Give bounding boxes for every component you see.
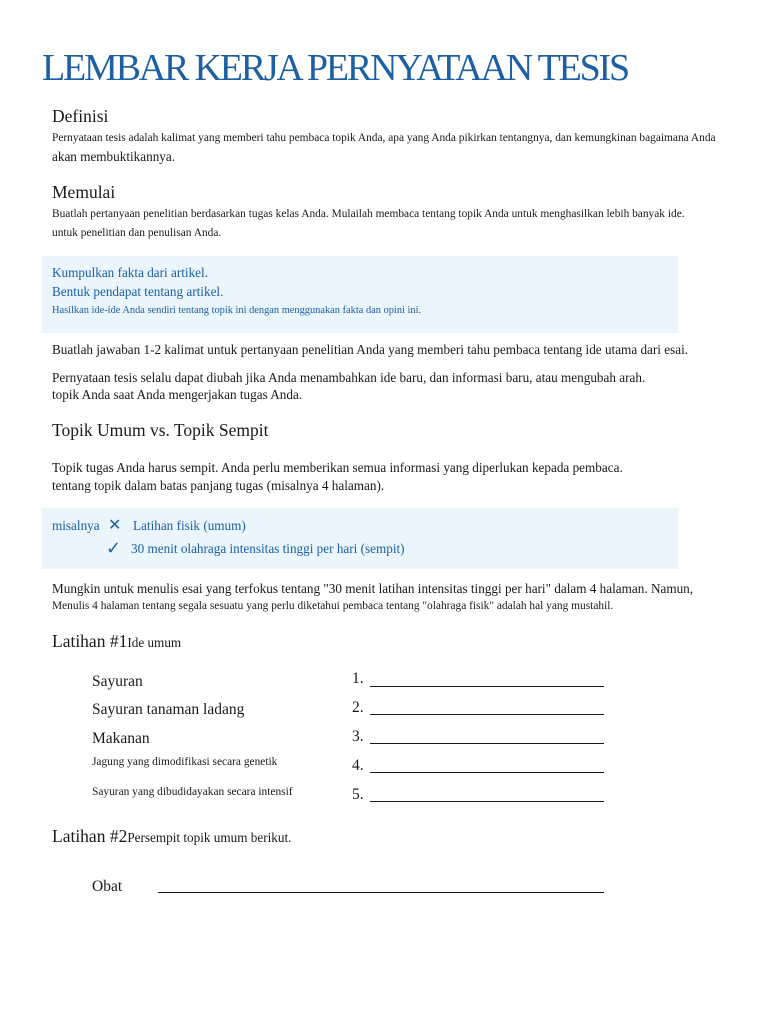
answer-line-1[interactable]	[370, 686, 604, 687]
latihan2-item: Obat	[92, 878, 123, 895]
checkmark-icon: ✓	[106, 538, 122, 559]
possible-text-1: Mungkin untuk menulis esai yang terfokus tentang "30 menit latihan intensitas tinggi per hari" dalam 4 halaman. Namun,	[52, 581, 694, 596]
topik-text-2: tentang topik dalam batas panjang tugas (misalnya 4 halaman).	[52, 478, 385, 493]
topik-heading: Topik Umum vs. Topik Sempit	[52, 420, 269, 440]
memulai-text-1: Buatlah pertanyaan penelitian berdasarkan tugas kelas Anda. Mulailah membaca tentang topik Anda untuk menghasilkan lebih banyak ide.	[52, 208, 685, 220]
possible-text-2: Menulis 4 halaman tentang segala sesuatu yang perlu diketahui pembaca tentang "olahraga fisik" adalah hal yang mustahil.	[52, 600, 614, 612]
latihan1-header	[52, 631, 181, 652]
definisi-heading: Definisi	[52, 106, 109, 126]
latihan1-item-2: Sayuran tanaman ladang	[92, 701, 245, 718]
topik-text-1: Topik tugas Anda harus sempit. Anda perlu memberikan semua informasi yang diperlukan kepada pembaca.	[52, 460, 623, 475]
latihan1-item-3: Makanan	[92, 730, 150, 747]
memulai-text-2: untuk penelitian dan penulisan Anda.	[52, 227, 222, 239]
definisi-text-2: akan membuktikannya.	[52, 149, 176, 164]
latihan2-answer-line[interactable]	[158, 892, 604, 893]
page-title: LEMBAR KERJA PERNYATAAN TESIS	[42, 47, 628, 89]
example-good: 30 menit olahraga intensitas tinggi per hari (sempit)	[131, 541, 405, 556]
latihan1-number-4: 4.	[352, 757, 364, 774]
example-label: misalnya	[52, 518, 100, 533]
latihan1-number-1: 1.	[352, 670, 364, 687]
latihan1-item-5: Sayuran yang dibudidayakan secara intensif	[92, 786, 293, 798]
tips-line-2: Bentuk pendapat tentang artikel.	[52, 284, 224, 299]
latihan1-subheading: Ide umum	[127, 635, 182, 650]
thesis-change-text-2: topik Anda saat Anda mengerjakan tugas Anda.	[52, 387, 303, 402]
latihan1-item-4: Jagung yang dimodifikasi secara genetik	[92, 756, 278, 768]
tips-line-1: Kumpulkan fakta dari artikel.	[52, 265, 208, 280]
tips-line-3: Hasilkan ide-ide Anda sendiri tentang topik ini dengan menggunakan fakta dan opini ini.	[52, 305, 422, 316]
answer-instruction: Buatlah jawaban 1-2 kalimat untuk pertanyaan penelitian Anda yang memberi tahu pembaca tentang ide utama dari esai.	[52, 342, 689, 357]
answer-line-4[interactable]	[370, 772, 604, 773]
latihan2-subheading: Persempit topik umum berikut.	[127, 830, 292, 845]
example-bad: Latihan fisik (umum)	[133, 518, 246, 533]
latihan1-number-5: 5.	[352, 786, 364, 803]
latihan1-heading: Latihan #1	[52, 631, 128, 651]
latihan1-item-1: Sayuran	[92, 673, 143, 690]
definisi-text-1: Pernyataan tesis adalah kalimat yang memberi tahu pembaca topik Anda, apa yang Anda pikirkan tentangnya, dan kemungkinan bagaimana Anda	[52, 132, 716, 144]
thesis-change-text-1: Pernyataan tesis selalu dapat diubah jika Anda menambahkan ide baru, dan informasi baru, atau mengubah arah.	[52, 370, 646, 385]
memulai-heading: Memulai	[52, 182, 116, 202]
latihan1-number-3: 3.	[352, 728, 364, 745]
latihan1-number-2: 2.	[352, 699, 364, 716]
answer-line-2[interactable]	[370, 714, 604, 715]
x-icon: ✕	[108, 515, 122, 534]
answer-line-5[interactable]	[370, 801, 604, 802]
latihan2-heading: Latihan #2	[52, 826, 128, 846]
answer-line-3[interactable]	[370, 743, 604, 744]
latihan2-header	[52, 826, 291, 847]
